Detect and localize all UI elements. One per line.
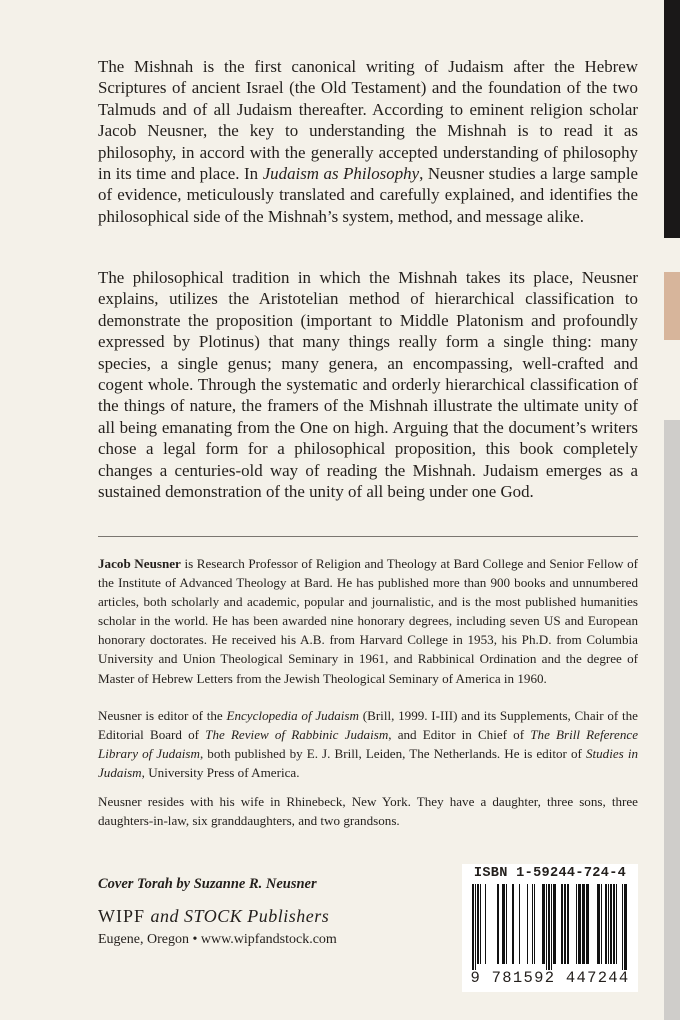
author-bio bbox=[98, 554, 638, 688]
description-paragraph-1 bbox=[98, 56, 638, 227]
author-editorships bbox=[98, 706, 638, 782]
publisher-name-a: WIPF bbox=[98, 906, 151, 926]
isbn-barcode bbox=[462, 864, 638, 992]
barcode-bar bbox=[472, 884, 474, 970]
barcode-bar bbox=[475, 884, 476, 970]
author-bio-text: is Research Professor of Religion and Theology at Bard College and Senior Fellow of the Institute of Advanced Theology at Bard. He has published more than 900 books and unnumbered articles, both scholarly and academic, popular and journalistic, and is the most published humanities scholar in the world. He has been awarded nine honorary degrees, including seven US and European honorary doctorates. He received his A.B. from Harvard College in 1953, his Ph.D. from Columbia University and Union Theological Seminary in 1961, and Rabbinical Ordination and the degree of Master of Hebrew Letters from the Jewish Theological Seminary of America in 1960. bbox=[98, 556, 638, 686]
barcode-bar bbox=[597, 884, 600, 964]
editor-text: , University Press of America. bbox=[141, 765, 300, 781]
barcode-bars bbox=[462, 884, 638, 970]
author-residence: Neusner resides with his wife in Rhinebeck, New York. They have a daughter, three sons, three daughters-in-law, six granddaughters, and two grandsons. bbox=[98, 794, 638, 829]
publisher-name-b: and STOCK Publishers bbox=[150, 906, 330, 926]
barcode-bar bbox=[613, 884, 615, 964]
description-paragraph-2: The philosophical tradition in which the Mishnah takes its place, Neusner explains, utilizes the Aristotelian method of hierarchical classification to demonstrate the proposition (important to Middle Platonism and profoundly expressed by Plotinus) that many things really form a single thing: many species, a single genus; many genera, an encompassing, well-crafted and cogent whole. Through the systematic and orderly hierarchical classification of the things of nature, the framers of the Mishnah illustrate the ultimate unity of all being emanating from the One on high. Arguing that the document’s writers chose a legal form for a philosophical proposition, this book completely changes a centuries-old way of reading the Mishnah. Judaism emerges as a sustained demonstration of the unity of all being under one God. bbox=[98, 268, 638, 502]
editor-text: Neusner is editor of the bbox=[98, 708, 227, 723]
barcode-bar bbox=[506, 884, 507, 964]
author-name: Jacob Neusner bbox=[98, 556, 181, 571]
barcode-bar bbox=[532, 884, 533, 964]
barcode-bar bbox=[616, 884, 617, 964]
barcode-bar bbox=[546, 884, 547, 970]
cover-credit: Cover Torah by Suzanne R. Neusner bbox=[98, 876, 317, 892]
barcode-bar bbox=[608, 884, 609, 964]
barcode-bar bbox=[610, 884, 612, 964]
edge-strip-tan bbox=[664, 272, 680, 340]
barcode-bar bbox=[485, 884, 486, 964]
barcode-digits: 9 781592 447244 bbox=[470, 969, 630, 987]
barcode-bar bbox=[561, 884, 563, 964]
publisher-name bbox=[98, 906, 329, 927]
barcode-bar bbox=[605, 884, 607, 964]
isbn-label: ISBN 1-59244-724-4 bbox=[473, 866, 627, 881]
edge-strip-black bbox=[664, 0, 680, 238]
para1-text-a: The Mishnah is the first canonical writing of Judaism after the Hebrew Scriptures of ancient Israel (the Old Testament) and the foundation of the two Talmuds and of all Judaism thereafter. According to eminent religion scholar Jacob Neusner, the key to understanding the Mishnah is to read it as philosophy, in accord with the generally accepted understanding of philosophy in its time and place. In bbox=[98, 57, 638, 184]
barcode-bar bbox=[624, 884, 627, 970]
barcode-bar bbox=[567, 884, 569, 964]
barcode-bar bbox=[527, 884, 528, 964]
editor-text: , both published by E. J. Brill, Leiden, The Netherlands. He is editor of bbox=[199, 746, 586, 762]
editor-text: (Brill, 1999. I-III) and its Supplements, Chair of the Editorial Board of bbox=[98, 708, 638, 743]
editor-title: The Review of Rabbinic Judaism bbox=[205, 727, 389, 743]
barcode-bar bbox=[502, 884, 505, 964]
editor-text: , and Editor in Chief of bbox=[388, 727, 531, 743]
barcode-bar bbox=[578, 884, 581, 964]
barcode-bar bbox=[480, 884, 481, 964]
edge-strip-gray bbox=[664, 420, 680, 1020]
editor-title: Encyclopedia of Judaism bbox=[226, 708, 359, 723]
editor-title: Studies in Judaism bbox=[98, 746, 638, 781]
barcode-bar bbox=[551, 884, 552, 970]
barcode-bar bbox=[601, 884, 602, 964]
barcode-bar bbox=[519, 884, 520, 964]
barcode-bar bbox=[576, 884, 577, 964]
publisher-location: Eugene, Oregon • www.wipfandstock.com bbox=[98, 932, 337, 947]
barcode-bar bbox=[548, 884, 550, 970]
barcode-bar bbox=[586, 884, 589, 964]
barcode-bar bbox=[477, 884, 479, 964]
barcode-bar bbox=[542, 884, 545, 964]
section-divider bbox=[98, 536, 638, 537]
barcode-bar bbox=[534, 884, 535, 964]
barcode-bar bbox=[564, 884, 566, 964]
barcode-bar bbox=[497, 884, 499, 964]
barcode-bar bbox=[582, 884, 585, 964]
barcode-bar bbox=[553, 884, 556, 964]
book-title: Judaism as Philosophy bbox=[262, 164, 420, 184]
editor-title: The Brill Reference Library of Judaism bbox=[98, 727, 639, 762]
barcode-bar bbox=[512, 884, 514, 964]
barcode-bar bbox=[622, 884, 623, 970]
para1-text-b: , Neusner studies a large sample of evidence, meticulously translated and carefully explained, and identifies the philosophical side of the Mishnah’s system, method, and message alike. bbox=[98, 164, 639, 226]
